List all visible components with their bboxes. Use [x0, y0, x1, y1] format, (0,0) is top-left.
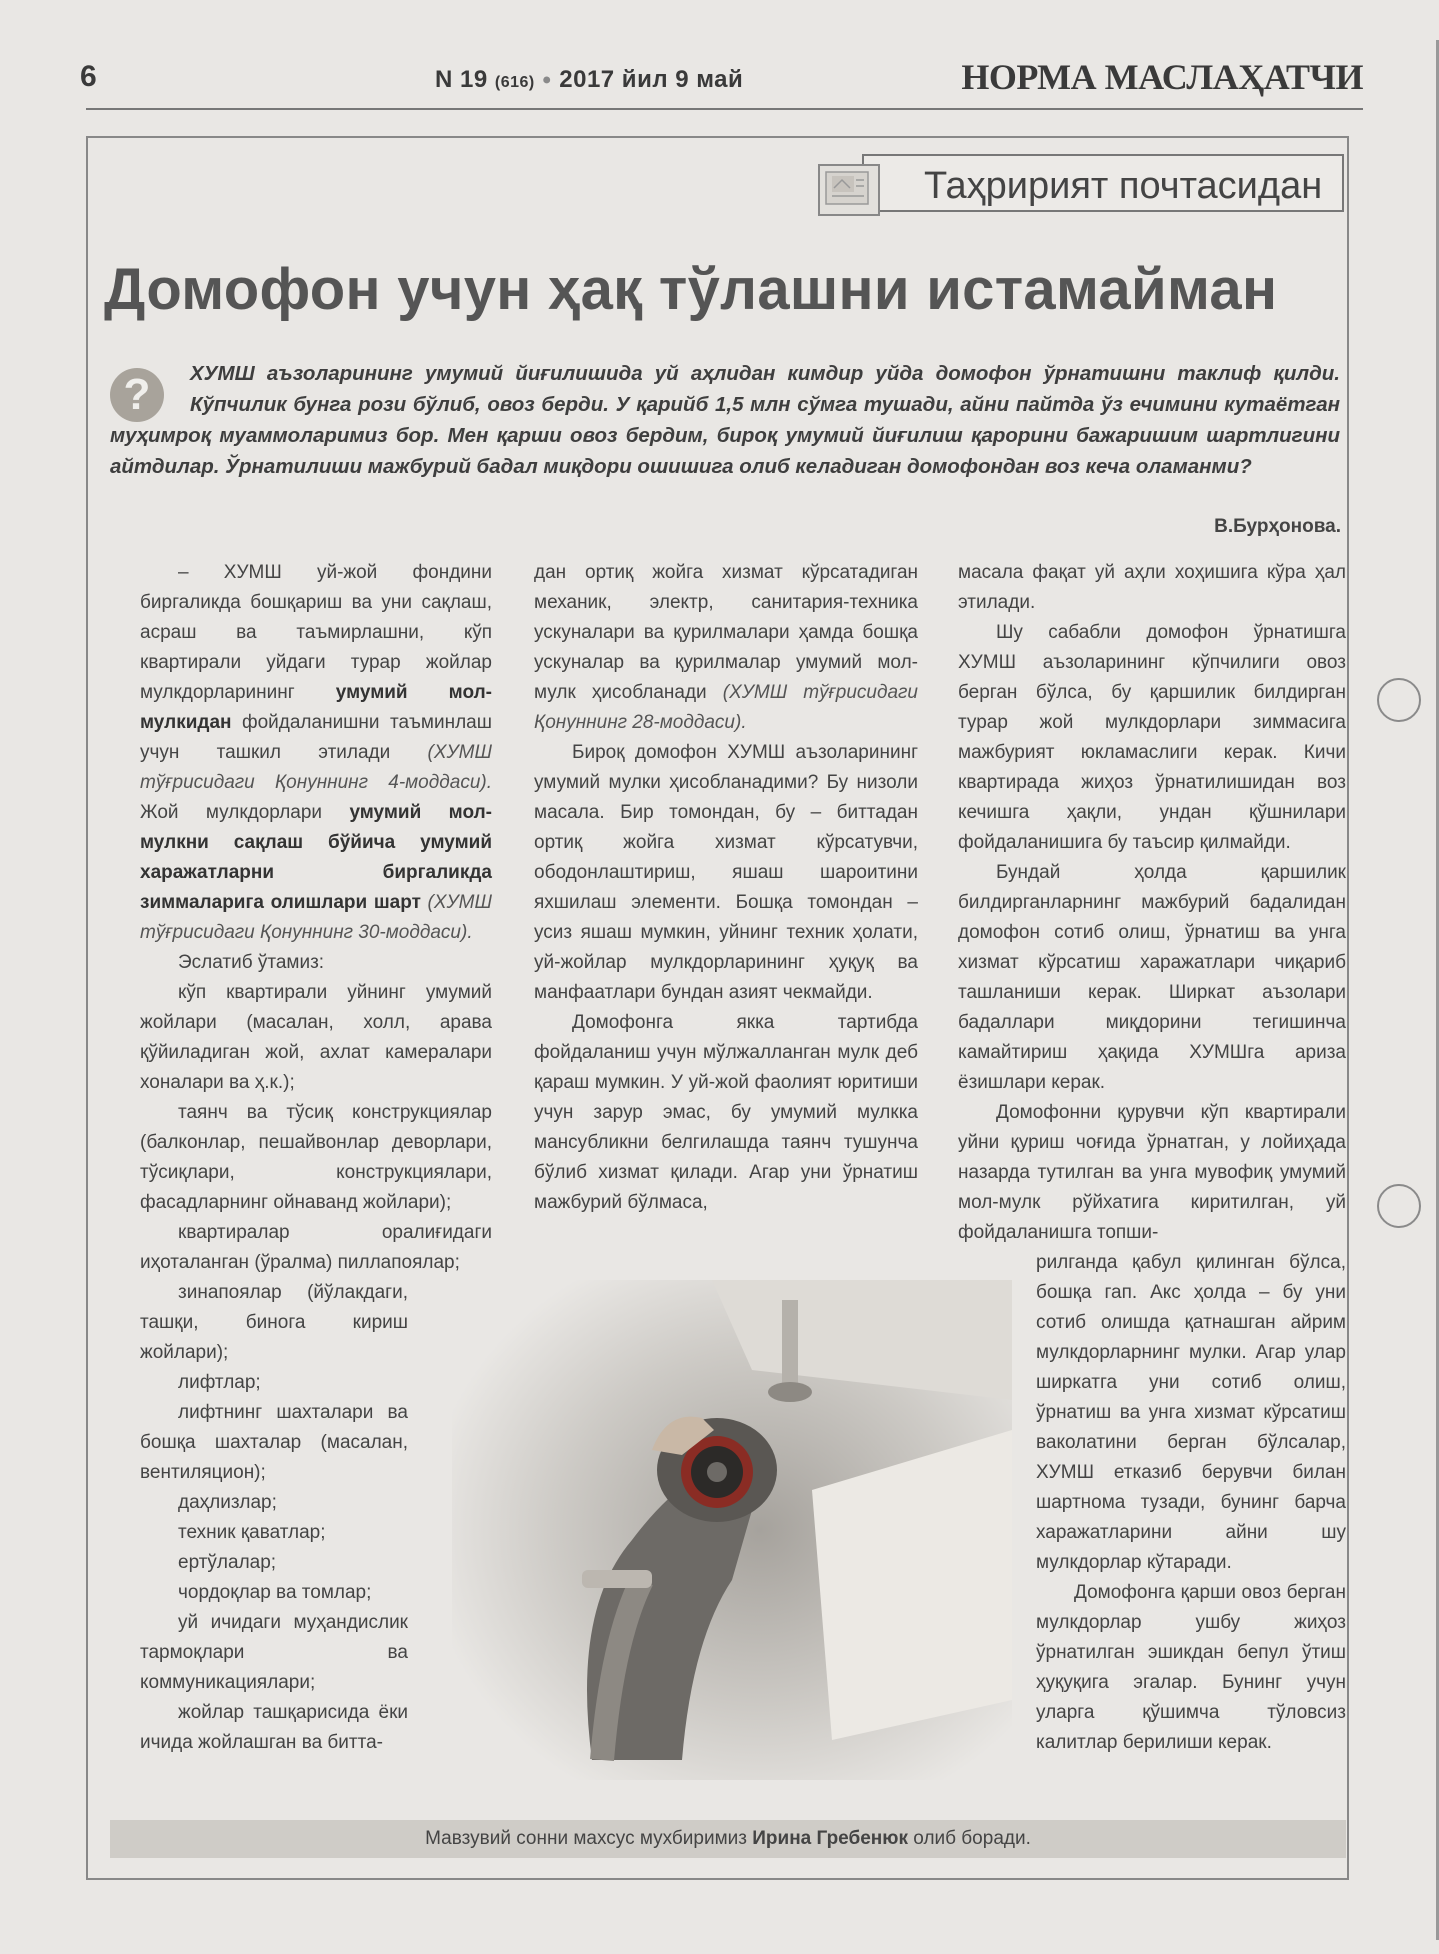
- issue-date: 2017 йил 9 май: [559, 66, 744, 93]
- issue-info: [435, 66, 743, 94]
- mail-envelope-icon: [818, 164, 880, 216]
- section-label-box: [862, 154, 1344, 212]
- binder-hole-bottom: [1377, 1184, 1421, 1228]
- paragraph: Бироқ домофон ХУМШ аъзоларининг умумий мулки ҳисобланадими? Бу низоли масала. Бир томондан, бу – биттадан ортиқ жойга хизмат кўрсатувчи, ободонлаштириш, яшаш шароитини яхшилаш элементи. Бошқа томондан – усиз яшаш мумкин, уйнинг техник ҳолати, уй-жойлар мулкдорларининг ҳуқуқ ва манфаатлари бундан азият чекмайди.: [534, 742, 918, 1003]
- section-label: Таҳририят почтасидан: [924, 165, 1323, 207]
- list-item: лифтнинг шахталари ва бошқа шахталар (масалан, вентиляцион);: [140, 1402, 408, 1483]
- bullet-icon: ●: [541, 71, 553, 89]
- page-number: 6: [80, 60, 97, 93]
- paragraph: дан ортиқ жойга хизмат кўрсатадиган механик, электр, санитария-техника ускуналари ва қурилмалари ҳамда бошқа ускуналар ва қурилмалар умумий мол-мулк ҳисобланади (ХУМШ тўғрисидаги Қонуннинг 28-моддаси).: [534, 562, 918, 733]
- article-column-1: [140, 558, 492, 1758]
- paragraph: Шу сабабли домофон ўрнатишга ХУМШ аъзоларининг кўпчилиги овоз берган бўлса, бу қаршилик билдирган турар жой мулкдорлари зиммасига мажбурият юкламаслиги керак. Кичи квартирада жиҳоз ўрнатилишидан воз кечишга ҳақли, ундан қўшнилари фойдаланишига бу таъсир қилмайди.: [958, 622, 1346, 853]
- reader-question: [110, 358, 1340, 482]
- paragraph: Домофонга якка тартибда фойдаланиш учун мўлжалланган мулк деб қараш мумкин. У уй-жой фаолият юритиши учун зарур эмас, бу умумий мулкка мансубликни белгилашда таянч тушунча бўлиб хизмат қилади. Агар уни ўрнатиш мажбурий бўлмаса,: [534, 1012, 918, 1213]
- list-item: кўп квартирали уйнинг умумий жойлари (масалан, холл, арава қўйиладиган жой, ахлат камералари хоналари ва ҳ.к.);: [140, 982, 492, 1093]
- list-item: таянч ва тўсиқ конструкциялар (балконлар, пешайвонлар деворлари, тўсиқлари, конструкциялари, фасадларнинг ойнаванд жойлари);: [140, 1102, 492, 1213]
- question-text: ХУМШ аъзоларининг умумий йиғилишида уй аҳлидан кимдир уйда домофон ўрнатишни таклиф қилди. Кўпчилик бунга рози бўлиб, овоз берди. У қарийб 1,5 млн сўмга тушади, айни пайтда ўз ечимини кутаётган муҳимроқ муаммоларимиз бор. Мен қарши овоз бердим, бироқ умумий йиғилиш қарорини бажаришим шартлигини айтдилар. Ўрнатилиши мажбурий бадал миқдори ошишига олиб келадиган домофондан воз кеча оламанми?: [110, 362, 1340, 478]
- section-tag: [818, 150, 1344, 216]
- issue-total: (616): [494, 74, 535, 91]
- paragraph: рилганда қабул қилинган бўлса, бошқа гап. Акс ҳолда – бу уни сотиб олишда қатнашган айрим мулкдорларнинг мулки. Агар улар ширкатга уни сотиб олиш, ўрнатиш ва унга хизмат кўрсатиш ваколатини берган бўлсалар, ХУМШ етказиб берувчи билан шартнома тузади, бунинг барча харажатларини айни шу мулкдорлар кўтаради.: [1036, 1252, 1346, 1573]
- list-item: ертўлалар;: [178, 1552, 277, 1573]
- paragraph: Эслатиб ўтамиз:: [178, 952, 325, 973]
- list-item: жойлар ташқарисида ёки ичида жойлашган ва битта-: [140, 1702, 408, 1753]
- header-divider: [86, 108, 1363, 110]
- column-editor-credit: Мавзувий сонни махсус мухбиримиз Ирина Гребенюк олиб боради.: [110, 1820, 1346, 1858]
- list-item: чордоқлар ва томлар;: [178, 1582, 372, 1603]
- list-item: зинапоялар (йўлакдаги, ташқи, бинога кириш жойлари);: [140, 1282, 408, 1363]
- paragraph: – ХУМШ уй-жой фондини биргаликда бошқариш ва уни сақлаш, асраш ва таъмирлашни, кўп квартирали уйдаги турар жойлар мулкдорларининг умумий мол-мулкидан фойдаланишни таъминлаш учун ташкил этилади (ХУМШ тўғрисидаги Қонуннинг 4-моддаси). Жой мулкдорлари умумий мол-мулкни сақлаш бўйича умумий харажатларни биргаликда зиммаларига олишлари шарт (ХУМШ тўғрисидаги Қонуннинг 30-моддаси).: [140, 562, 493, 943]
- list-item: даҳлизлар;: [178, 1492, 277, 1513]
- paragraph: Бундай ҳолда қаршилик билдирганларнинг мажбурий бадалидан домофон сотиб олиш, ўрнатиш ва унга хизмат кўрсатиш харажатлари чиқариб ташланиши керак. Ширкат аъзолари бадаллари миқдорини тегишинча камайтириш ҳақида ХУМШга ариза ёзишлари керак.: [958, 862, 1346, 1093]
- list-item: техник қаватлар;: [178, 1522, 326, 1543]
- issue-number: N 19: [435, 66, 488, 93]
- editor-name: Ирина Гребенюк: [752, 1828, 909, 1849]
- article-column-2: [534, 558, 918, 1218]
- article-column-3: [958, 558, 1346, 1758]
- paragraph: Домофонга қарши овоз берган мулкдорлар ушбу жиҳоз ўрнатилган эшикдан бепул ўтиш ҳуқуқига эгалар. Бунинг учун уларга қўшимча тўловсиз калитлар берилиши керак.: [1036, 1582, 1346, 1753]
- article-headline: Домофон учун ҳақ тўлашни истамайман: [104, 257, 1278, 322]
- paragraph: масала фақат уй аҳли хоҳишига кўра ҳал этилади.: [958, 562, 1346, 613]
- list-item: квартиралар оралиғидаги иҳоталанган (ўралма) пиллапоялар;: [140, 1222, 492, 1273]
- question-author: В.Бурҳонова.: [1214, 516, 1341, 537]
- question-mark-icon: ?: [110, 368, 164, 422]
- newspaper-title: НОРМА МАСЛАҲАТЧИ: [961, 57, 1363, 97]
- paragraph: Домофонни қурувчи кўп квартирали уйни қуриш чоғида ўрнатган, у лойиҳада назарда тутилган ва унга мувофиқ умумий мол-мулк рўйхатига киритилган, уй фойдаланишга топши-: [958, 1102, 1346, 1243]
- intercom-installation-photo: [452, 1280, 1012, 1780]
- list-item: лифтлар;: [178, 1372, 261, 1393]
- binder-hole-top: [1377, 678, 1421, 722]
- list-item: уй ичидаги муҳандислик тармоқлари ва коммуникациялари;: [140, 1612, 408, 1693]
